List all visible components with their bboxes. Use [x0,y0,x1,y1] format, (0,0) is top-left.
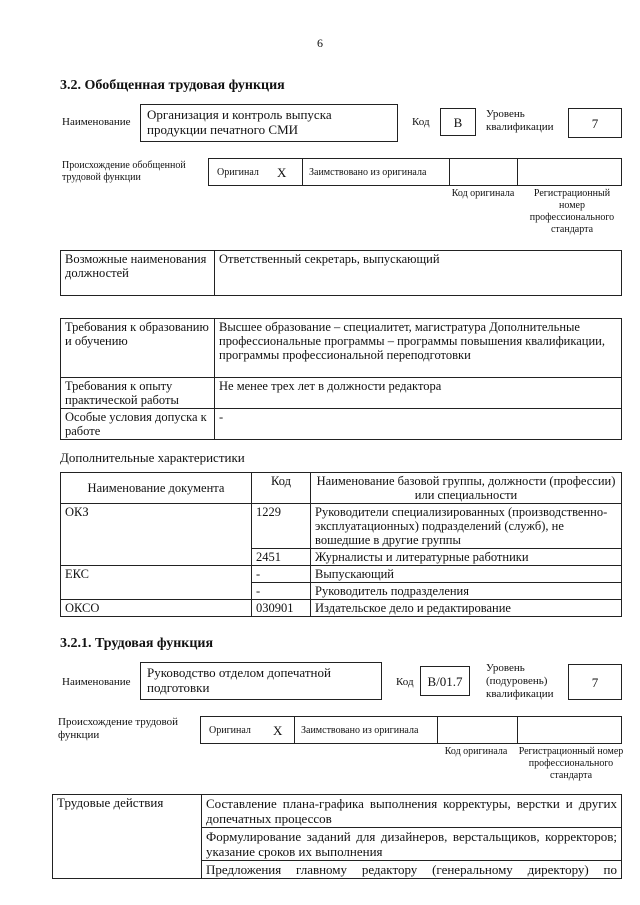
req-experience-label: Требования к опыту практической работы [61,378,215,409]
req-experience-value: Не менее трех лет в должности редактора [215,378,622,409]
tf-level-label: Уровень (подуровень) квалификации [486,662,554,700]
tf-borrowed-label: Заимствовано из оригинала [301,725,419,736]
req-education-value: Высшее образование – специалитет, магистратура Дополнительные профессиональные программы – программы повышения квалификации, программы профессиональной переподготовки [215,319,622,378]
req-conditions-value: - [215,409,622,440]
page-number: 6 [317,36,323,50]
tf-original-mark: X [273,723,283,738]
row-code: 1229 [252,504,311,549]
row-doc: ОКСО [61,600,252,617]
tf-level-value: 7 [591,675,599,690]
req-education-label: Требования к образованию и обучению [61,319,215,378]
actions-label: Трудовые действия [53,795,202,879]
code-label: Код [412,116,430,128]
additional-heading: Дополнительные характеристики [60,450,245,465]
row-name: Руководители специализированных (производственно-эксплуатационных) подразделений (служб), не вошедшие в другие группы [311,504,622,549]
borrowed-label: Заимствовано из оригинала [309,167,427,178]
requirements-table [60,318,622,440]
positions-label: Возможные наименования должностей [61,251,215,296]
origin-table [208,158,622,186]
tf-code-label: Код [396,676,414,688]
subsection-heading: 3.2.1. Трудовая функция [60,636,214,651]
row-doc: ЕКС [61,566,252,600]
original-label: Оригинал [217,167,259,178]
action-item: Предложения главному редактору (генеральному директору) по [202,861,622,879]
action-item: Формулирование заданий для дизайнеров, верстальщиков, корректоров; указание сроков их выполнения [202,828,622,861]
code-original-label: Код оригинала [451,188,515,199]
tf-level-value-box [568,664,622,700]
row-name: Издательское дело и редактирование [311,600,622,617]
row-code: 2451 [252,549,311,566]
row-code: - [252,566,311,583]
tf-original-label: Оригинал [209,725,251,736]
tf-name-value: Руководство отделом допечатной подготовки [147,665,331,695]
name-value: Организация и контроль выпуска продукции печатного СМИ [147,107,332,137]
tf-name-label: Наименование [62,676,131,688]
reg-number-label: Регистрационный номер профессионального стандарта [529,188,615,235]
original-mark: X [277,165,287,180]
name-label: Наименование [62,116,131,128]
positions-table [60,250,622,296]
additional-table [60,472,622,617]
col-name: Наименование базовой группы, должности (профессии) или специальности [311,473,622,504]
tf-name-value-box [140,662,382,700]
level-value-box [568,108,622,138]
row-name: Журналисты и литературные работники [311,549,622,566]
name-value-box [140,104,398,142]
tf-code-value: B/01.7 [427,674,463,689]
code-value-box [440,108,476,136]
level-label: Уровень квалификации [486,108,554,133]
row-name: Руководитель подразделения [311,583,622,600]
actions-table [52,794,622,879]
tf-origin-table [200,716,622,744]
code-value: B [453,115,463,130]
tf-code-value-box [420,666,470,696]
tf-code-original-label: Код оригинала [444,746,508,757]
tf-reg-number-label: Регистрационный номер профессионального стандарта [518,746,624,781]
col-code: Код [252,473,311,504]
row-name: Выпускающий [311,566,622,583]
row-code: 030901 [252,600,311,617]
level-value: 7 [591,116,599,131]
action-item: Составление плана-графика выполнения корректуры, верстки и других допечатных процессов [202,795,622,828]
origin-label: Происхождение обобщенной трудовой функции [62,160,186,183]
col-doc: Наименование документа [61,473,252,504]
positions-value: Ответственный секретарь, выпускающий [215,251,622,296]
row-code: - [252,583,311,600]
req-conditions-label: Особые условия допуска к работе [61,409,215,440]
tf-origin-label: Происхождение трудовой функции [58,716,179,741]
section-heading: 3.2. Обобщенная трудовая функция [60,78,285,93]
row-doc: ОКЗ [61,504,252,566]
